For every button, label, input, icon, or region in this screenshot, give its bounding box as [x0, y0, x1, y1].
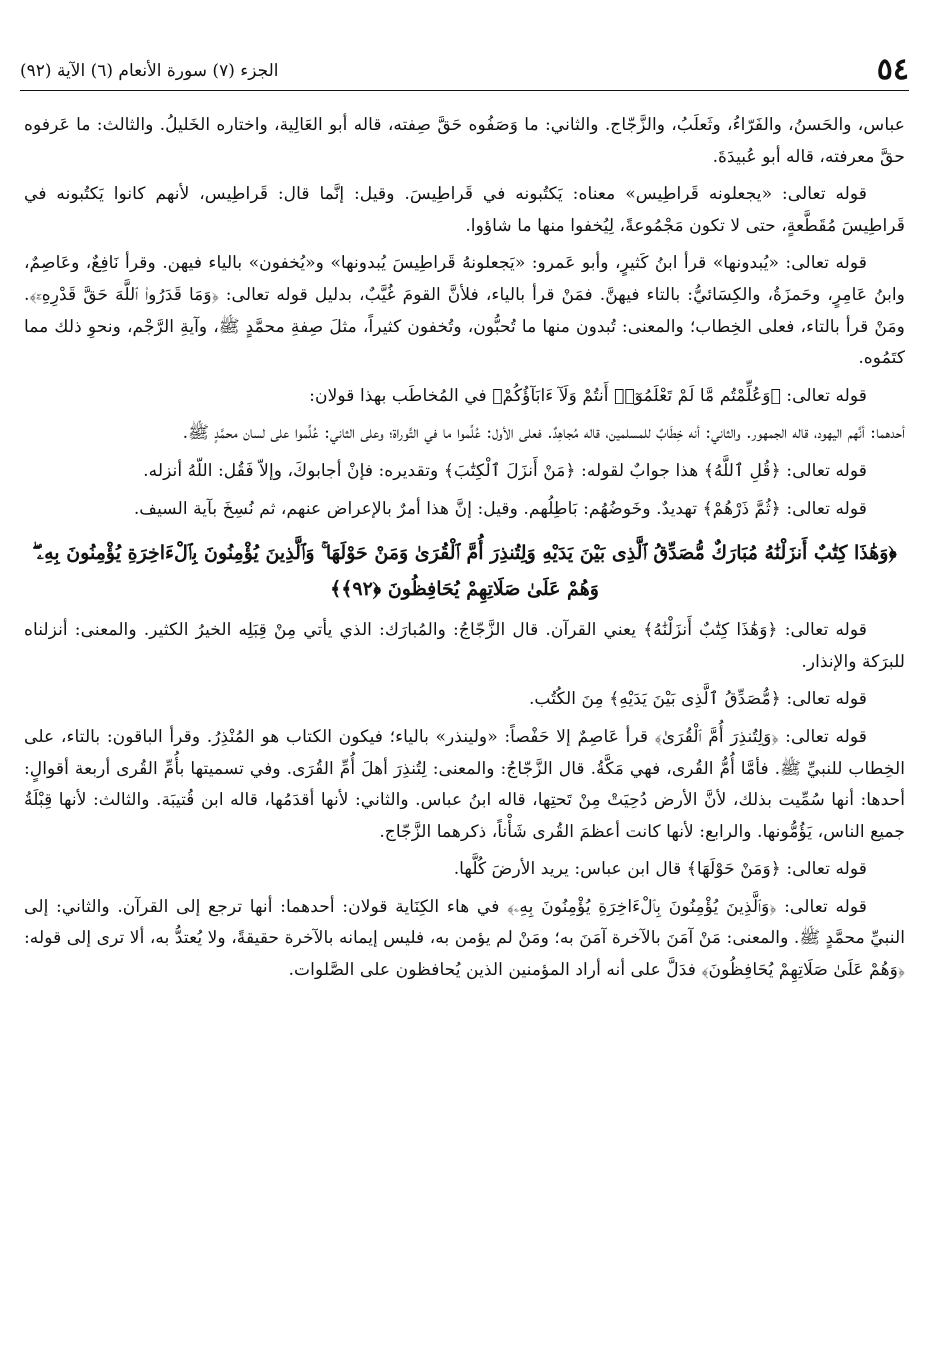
- quran-verse: ﴿وَهَٰذَا كِتَٰبٌ أَنزَلْنَٰهُ مُبَارَكٌ مُّصَدِّقُ ٱلَّذِى بَيْنَ يَدَيْهِ وَلِتُنذِرَ أُمَّ ٱلْقُرَىٰ وَمَنْ حَوْلَهَا ۚ وَٱلَّذِينَ يُؤْمِنُونَ بِٱلْءَاخِرَةِ يُؤْمِنُونَ بِهِۦ ۖ وَهُمْ عَلَىٰ صَلَاتِهِمْ يُحَافِظُونَ ﴿٩٢﴾﴾: [32, 542, 897, 601]
- paragraph: قوله تعالى: ﴿وَلِتُنذِرَ أُمَّ ٱلْقُرَىٰ﴾ قرأ عَاصِمٌ إلا حَفْصاً: «ولينذر» بالياء؛ فيكون الكتاب هو المُنْذِرُ. وقرأ الباقون: بالتاء، على الخِطاب للنبيِّ ﷺ. فأمَّا أُمُّ القُرى، فهي مَكَّةُ. قال الزَّجّاجُ: والمعنى: لِتُنذِرَ أهلَ أُمِّ القُرَى. وفي تسميتها بأُمِّ القُرى أربعة أقوالٍ: أحدها: أنها سُمِّيت بذلك، لأنَّ الأرض دُحِيَتْ مِنْ تَحتِها، قاله ابنُ عباس. والثاني: لأنها أقدَمُها، قاله ابن قُتيبَة. والثالث: لأنها قِبْلَةُ جميع الناس، يَؤُمُّونها. والرابع: لأنها كانت أعظمَ القُرى شَأْناً، ذكرهما الزَّجّاج.: [24, 726, 905, 842]
- paragraph: قوله تعالى: «يجعلونه قَراطِيس» معناه: يَكتُبونه في قَراطِيسَ. وقيل: إنَّما قال: قَراطِيس، لأنهم كانوا يَكتُبونه في قَراطِيسَ مُقَطَّعةٍ، حتى لا تكون مَجْمُوعةً، لِيُخفوا منها ما شاؤوا.: [24, 184, 905, 236]
- running-head: الجزء (٧) سورة الأنعام (٦) الآية (٩٢): [20, 61, 279, 81]
- page-header: [20, 52, 909, 91]
- paragraph: قوله تعالى: ﴿وَهَٰذَا كِتَٰبٌ أَنزَلْنَٰهُ﴾ يعني القرآن. قال الزَّجّاجُ: والمُبارَك: الذي يأتي مِنْ قِبَلِه الخيرُ الكثير. والمعنى: أنزلناه للبرَكة والإنذار.: [24, 620, 905, 672]
- page-body: [24, 110, 905, 1362]
- paragraph: قوله تعالى: ﴿ثُمَّ ذَرْهُمْ﴾ تهديدٌ. وخَوضُهُم: بَاطِلُهم. وقيل: إنَّ هذا أمرٌ بالإعراض عنهم، ثم نُسِخَ بآية السيف.: [133, 498, 867, 519]
- paragraph: أحدهما: أنَّهم اليهود، قاله الجمهور. والثاني: أنه خِطَابٌ للمسلمين، قاله مُجاهِدٌ. فعلى الأول: عُلِّموا ما في التَّوراة؛ وعلى الثاني: عُلِّموا على لسان محمَّدٍ ﷺ.: [182, 423, 905, 444]
- paragraph: قوله تعالى: ﴿وَعُلِّمْتُم مَّا لَمْ تَعْلَمُوٓا۟ أَنتُمْ وَلَآ ءَابَآؤُكُمْ﴾ في المُخاطَب بهذا قولان:: [309, 385, 867, 406]
- paragraph: قوله تعالى: «يُبدونها» قرأ ابنُ كَثيرٍ، وأبو عَمرو: «يَجعلونهُ قَراطِيسَ يُبدونها» و«يُخفون» بالياء فيهن. وقرأ نَافِعٌ، وعَاصِمٌ، وابنُ عَامِرٍ، وحَمزَةُ، والكِسَائيُّ: بالتاء فيهنَّ. فمَنْ قرأ بالياء، فلأنَّ القومَ غُيَّبٌ، بدليل قوله تعالى: ﴿وَمَا قَدَرُوا۟ ٱللَّهَ حَقَّ قَدْرِهِۦٓ﴾. ومَنْ قرأ بالتاء، فعلى الخِطاب؛ والمعنى: تُبدون منها ما تُحبُّون، وتُخفون كثيراً، مثلَ صِفةِ محمَّدٍ ﷺ، وآيةِ الرَّجْم، ونحوِ ذلك مما كتَمُوه.: [24, 253, 905, 369]
- paragraph: قوله تعالى: ﴿مُّصَدِّقُ ٱلَّذِى بَيْنَ يَدَيْهِ﴾ مِنَ الكُتُب.: [528, 689, 867, 710]
- paragraph: عباس، والحَسنُ، والفَرّاءُ، وثَعلَبُ، والزَّجّاج. والثاني: ما وَصَفُوه حَقَّ صِفته، قاله أبو العَالِية، واختاره الخَليلُ. والثالث: ما عَرفوه حقَّ معرفته، قاله أبو عُبيدَةَ.: [24, 115, 905, 167]
- paragraph: قوله تعالى: ﴿وَمَنْ حَوْلَهَا﴾ قال ابن عباس: يريد الأرضَ كُلَّها.: [453, 859, 867, 880]
- paragraph: قوله تعالى: ﴿وَٱلَّذِينَ يُؤْمِنُونَ بِٱلْءَاخِرَةِ يُؤْمِنُونَ بِهِۦ﴾ في هاء الكِنَاية قولان: أحدهما: أنها ترجع إلى القرآن. والثاني: إلى النبيِّ محمَّدٍ ﷺ. والمعنى: مَنْ آمَنَ بالآخرة آمَنَ به؛ ومَنْ لم يؤمن به، فليس إيمانه بالآخرة حقيقةً، ولا يُعتدُّ به، ألا ترى إلى قوله: ﴿وَهُمْ عَلَىٰ صَلَاتِهِمْ يُحَافِظُونَ﴾ فدَلَّ على أنه أراد المؤمنين الذين يُحافظون على الصَّلوات.: [24, 896, 905, 981]
- paragraph: قوله تعالى: ﴿قُلِ ٱللَّهُ﴾ هذا جوابٌ لقوله: ﴿مَنْ أَنزَلَ ٱلْكِتَٰبَ﴾ وتقديره: فإنْ أجابوكَ، وإلاّ فَقُل: اللّهُ أنزله.: [143, 460, 867, 481]
- page-number: ٥٤: [876, 52, 909, 87]
